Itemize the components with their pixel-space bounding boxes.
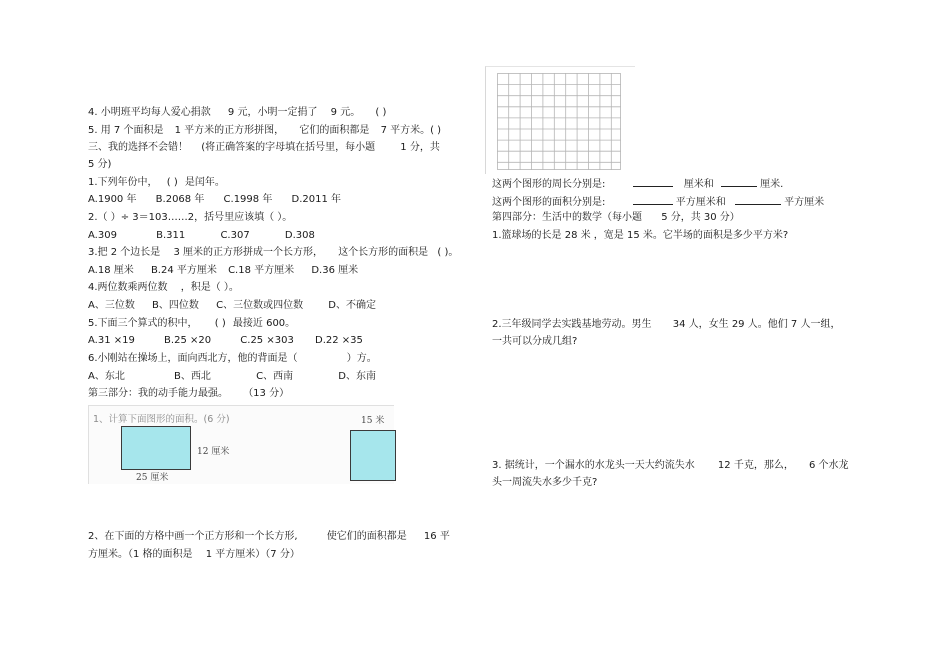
c3-option-a: A.18 厘米 (88, 265, 134, 276)
c3-answer-paren[interactable]: ( )。 (437, 247, 459, 258)
choice-q1-options (88, 193, 341, 206)
true-false-q5 (88, 124, 441, 137)
part-4-points: 5 分，共 30 分） (661, 212, 740, 223)
perimeter-blank-2[interactable] (721, 176, 757, 187)
section-3-note: (将正确答案的字母填在括号里，每小题 (201, 142, 376, 153)
c2-option-d: D.308 (284, 230, 315, 241)
choice-q5 (88, 317, 295, 330)
c2-option-a: A.309 (88, 230, 117, 241)
c1-option-a: A.1900 年 (88, 194, 137, 205)
perimeter-unit-2: 厘米. (760, 179, 784, 190)
q4-text-c: 9 元。 (330, 107, 361, 118)
c5-option-c: C.25 ×303 (240, 335, 294, 346)
c1-answer-paren[interactable]: ( ) (166, 177, 178, 188)
c4-option-d: D、不确定 (328, 300, 376, 311)
q2-text-c: 16 平 (423, 531, 450, 542)
figure-caption: 1、计算下面图形的面积。(6 分) (93, 414, 230, 425)
q2-text-a: 2、在下面的方格中画一个正方形和一个长方形, (88, 531, 298, 542)
problem-1: 1.篮球场的长是 28 米 ，宽是 15 米。它半场的面积是多少平方米? (492, 230, 789, 241)
problem-2-line2: 一共可以分成几组? (492, 336, 578, 347)
p3-text-c: 6 个水龙 (809, 460, 849, 471)
c6-option-b: B、西北 (174, 371, 211, 382)
c6-question: 6.小刚站在操场上，面向西北方，他的背面是（ (88, 353, 298, 364)
q5-text-c: 它们的面积都是 (299, 125, 370, 136)
problem-3-line2: 头一周流失水多少千克? (492, 477, 598, 488)
c5-option-d: D.22 ×35 (315, 335, 363, 346)
square-side-label: 15 米 (361, 416, 385, 426)
c5-question-tail: 最接近 600。 (232, 318, 296, 329)
c4-answer-paren[interactable]: ，积是（ ）。 (180, 282, 239, 293)
c4-option-a: A、三位数 (88, 300, 135, 311)
q2-text-d: 方厘米。（1 格的面积是 (88, 549, 193, 560)
perimeter-label: 这两个图形的周长分别是: (492, 179, 606, 190)
choice-q5-options (88, 334, 363, 347)
section-3-points: 1 分，共 (400, 142, 440, 153)
c3-question-b: 3 厘米的正方形拼成一个长方形， (173, 247, 323, 258)
drawing-q2-line1 (88, 530, 450, 543)
part-3-title: 第三部分：我的动手能力最强。 (88, 388, 228, 399)
c2-option-c: C.307 (220, 230, 250, 241)
c3-option-b: B.24 平方厘米 (150, 265, 217, 276)
drawing-q2-line2 (88, 548, 300, 561)
part-4-title: 第四部分：生活中的数学（每小题 (492, 212, 642, 223)
q4-answer-paren[interactable]: ( ) (375, 107, 387, 118)
q2-text-e: 1 平方厘米）（7 分） (205, 549, 300, 560)
choice-q6 (88, 352, 377, 365)
perimeter-blank-1[interactable] (633, 176, 673, 187)
area-figure (88, 405, 394, 484)
choice-q3-options (88, 264, 358, 277)
square-grid[interactable] (497, 73, 621, 170)
choice-q1 (88, 176, 225, 189)
section-3-total: 5 分) (88, 159, 112, 170)
q5-text-b: 1 平方米的正方形拼图， (174, 125, 285, 136)
c5-answer-paren[interactable]: ( ) (214, 318, 226, 329)
c4-option-c: C、三位数或四位数 (216, 300, 304, 311)
c6-answer-paren[interactable]: ）方。 (346, 353, 377, 364)
q5-text: 5. 用 7 个面积是 (88, 125, 164, 136)
c1-option-b: B.2068 年 (155, 194, 205, 205)
square-shape (350, 430, 396, 481)
drawing-grid-area[interactable] (485, 66, 635, 174)
choice-q2: 2.（ ）÷ 3＝103……2，括号里应该填（ ）。 (88, 212, 293, 223)
area-blank-1[interactable] (633, 194, 673, 205)
part-3-heading (88, 387, 289, 400)
c1-option-c: C.1998 年 (223, 194, 273, 205)
problem-3-line1 (492, 459, 849, 472)
c5-option-b: B.25 ×20 (164, 335, 212, 346)
c4-question: 4.两位数乘两位数 (88, 282, 168, 293)
p3-text-b: 12 千克，那么， (717, 460, 794, 471)
part-4-heading (492, 211, 740, 224)
p2-text-a: 2.三年级同学去实践基地劳动。男生 (492, 319, 652, 330)
problem-2-line1 (492, 318, 840, 331)
area-line (492, 194, 824, 209)
q4-text-b: 9 元，小明一定捐了 (227, 107, 318, 118)
c1-option-d: D.2011 年 (291, 194, 342, 205)
c2-option-b: B.311 (156, 230, 186, 241)
c6-option-a: A、东北 (88, 371, 125, 382)
choice-q3 (88, 246, 458, 259)
c5-question: 5.下面三个算式的积中， (88, 318, 198, 329)
true-false-q4 (88, 106, 386, 119)
c4-option-b: B、四位数 (152, 300, 199, 311)
choice-q6-options (88, 370, 376, 383)
perimeter-line (492, 176, 783, 191)
c3-option-c: C.18 平方厘米 (228, 265, 295, 276)
area-label: 这两个图形的面积分别是: (492, 197, 606, 208)
choice-q4 (88, 281, 239, 294)
q4-text: 4. 小明班平均每人爱心捐款 (88, 107, 211, 118)
area-unit-1: 平方厘米和 (675, 197, 726, 208)
area-unit-2: 平方厘米 (784, 197, 825, 208)
c1-question-tail: 是闰年。 (184, 177, 225, 188)
p2-text-b: 34 人，女生 29 人。他们 7 人一组， (672, 319, 841, 330)
c6-option-d: D、东南 (338, 371, 376, 382)
c3-option-d: D.36 厘米 (311, 265, 359, 276)
perimeter-unit-1: 厘米和 (683, 179, 714, 190)
section-3-title: 三、我的选择不会错！ (88, 142, 188, 153)
rect-width-label: 25 厘米 (136, 473, 169, 483)
q2-text-b: 使它们的面积都是 (326, 531, 407, 542)
rectangle-shape (121, 426, 191, 470)
c3-question: 3.把 2 个边长是 (88, 247, 161, 258)
c3-question-c: 这个长方形的面积是 (338, 247, 429, 258)
c5-option-a: A.31 ×19 (88, 335, 135, 346)
c1-question: 1.下列年份中， (88, 177, 158, 188)
choice-q2-options (88, 229, 315, 242)
q5-answer-paren[interactable]: 7 平方米。( ) (380, 125, 442, 136)
rect-height-label: 12 厘米 (197, 447, 230, 457)
choice-q4-options (88, 299, 376, 312)
part-3-points: （13 分） (243, 388, 290, 399)
p3-text-a: 3. 据统计，一个漏水的水龙头一天大约流失水 (492, 460, 695, 471)
area-blank-2[interactable] (735, 194, 781, 205)
c6-option-c: C、西南 (256, 371, 294, 382)
section-3-heading (88, 141, 440, 154)
